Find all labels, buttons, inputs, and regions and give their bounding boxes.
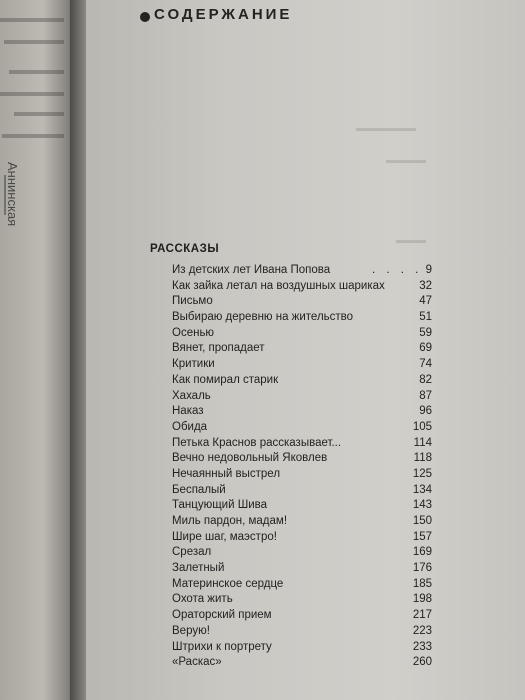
margin-note: Аннинская <box>5 162 20 227</box>
toc-entry <box>172 451 432 467</box>
toc-entry-page: 114 <box>413 436 432 449</box>
toc-entry-title: Материнское сердце <box>172 577 284 590</box>
toc-entry-page: 260 <box>412 656 432 669</box>
toc-entry-page: 69 <box>419 342 432 355</box>
toc-entry-title: Осенью <box>172 326 215 339</box>
toc-entry-page: 217 <box>412 609 432 622</box>
toc-entry-title: Критики <box>172 358 215 371</box>
toc-entry-page: 118 <box>413 452 432 465</box>
toc-entry-title: Залетный <box>172 562 225 575</box>
toc-entry-title: Штрихи к портрету <box>172 640 272 653</box>
toc-entry-title: «Раскас» <box>172 656 222 669</box>
toc-list <box>172 263 432 671</box>
toc-entry <box>172 373 432 389</box>
toc-entry-page: 223 <box>412 624 432 637</box>
toc-entry <box>172 483 432 499</box>
toc-entry <box>172 389 432 405</box>
toc-entry <box>172 263 432 279</box>
toc-entry <box>172 514 432 530</box>
toc-entry-title: Беспалый <box>172 483 226 496</box>
toc-entry <box>172 404 432 420</box>
toc-entry-page: 169 <box>412 546 432 559</box>
toc-entry-page: 74 <box>419 358 432 371</box>
toc-entry-page: 198 <box>412 593 432 606</box>
toc-entry-page: 125 <box>412 467 432 480</box>
toc-entry <box>172 608 432 624</box>
toc-entry <box>172 436 432 452</box>
toc-entry-title: Танцующий Шива <box>172 499 268 512</box>
contents-header: СОДЕРЖАНИЕ <box>154 6 293 23</box>
toc-entry <box>172 420 432 436</box>
toc-entry <box>172 592 432 608</box>
toc-entry-title: Петька Краснов рассказывает... <box>172 436 342 449</box>
toc-entry-page: 87 <box>419 389 432 402</box>
toc-entry-page: 143 <box>412 499 432 512</box>
toc-entry-title: Обида <box>172 420 208 433</box>
toc-entry-page: 96 <box>419 405 432 418</box>
toc-entry-page: 59 <box>419 326 432 339</box>
toc-entry-page: 150 <box>412 515 432 527</box>
toc-entry-title: Миль пардон, мадам! <box>172 515 288 527</box>
toc-entry <box>172 561 432 577</box>
toc-entry-page: 134 <box>412 483 432 496</box>
toc-entry-page: 82 <box>419 373 432 386</box>
toc-entry <box>172 310 432 326</box>
toc-entry-title: Вечно недовольный Яковлев <box>172 452 328 465</box>
toc-dot-leader: . . . . <box>372 264 423 276</box>
toc-entry <box>172 640 432 656</box>
toc-entry-title: Шире шаг, маэстро! <box>172 530 277 543</box>
toc-entry-title: Как зайка летал на воздушных шариках <box>172 279 385 292</box>
toc-entry <box>172 624 432 640</box>
toc-entry-page: 32 <box>419 279 432 292</box>
toc-entry-title: Хахаль <box>172 389 211 402</box>
toc-entry <box>172 498 432 514</box>
toc-entry <box>172 577 432 593</box>
toc-entry-page: 51 <box>419 311 432 324</box>
toc-entry <box>172 341 432 357</box>
header-bullet-icon <box>140 12 150 22</box>
toc-entry-title: Нечаянный выстрел <box>172 467 281 480</box>
toc-entry <box>172 530 432 546</box>
toc-entry-title: Письмо <box>172 295 213 308</box>
toc-entry <box>172 279 432 295</box>
toc-entry-title: Вянет, пропадает <box>172 342 265 355</box>
toc-entry-title: Выбираю деревню на жительство <box>172 311 354 324</box>
section-title: РАССКАЗЫ <box>150 243 220 255</box>
toc-entry <box>172 326 432 342</box>
toc-entry-page: 176 <box>412 562 432 575</box>
toc-entry <box>172 357 432 373</box>
toc-entry <box>172 467 432 483</box>
toc-entry <box>172 545 432 561</box>
toc-entry <box>172 294 432 310</box>
toc-entry-page: 157 <box>412 530 432 543</box>
toc-entry-title: Верую! <box>172 624 210 637</box>
toc-entry-page: 105 <box>412 420 432 433</box>
left-page <box>0 0 78 700</box>
toc-entry <box>172 655 432 671</box>
toc-entry-page: 185 <box>412 577 432 590</box>
toc-entry-title: Из детских лет Ивана Попова <box>172 264 331 276</box>
toc-entry-title: Охота жить <box>172 593 233 606</box>
toc-entry-title: Срезал <box>172 546 212 559</box>
toc-entry-title: Ораторский прием <box>172 609 272 622</box>
toc-entry-page: 233 <box>412 640 432 653</box>
toc-entry-page: 47 <box>419 295 432 308</box>
toc-entry-title: Наказ <box>172 405 204 418</box>
toc-entry-title: Как помирал старик <box>172 373 279 386</box>
toc-entry-page: 9 <box>425 264 432 276</box>
